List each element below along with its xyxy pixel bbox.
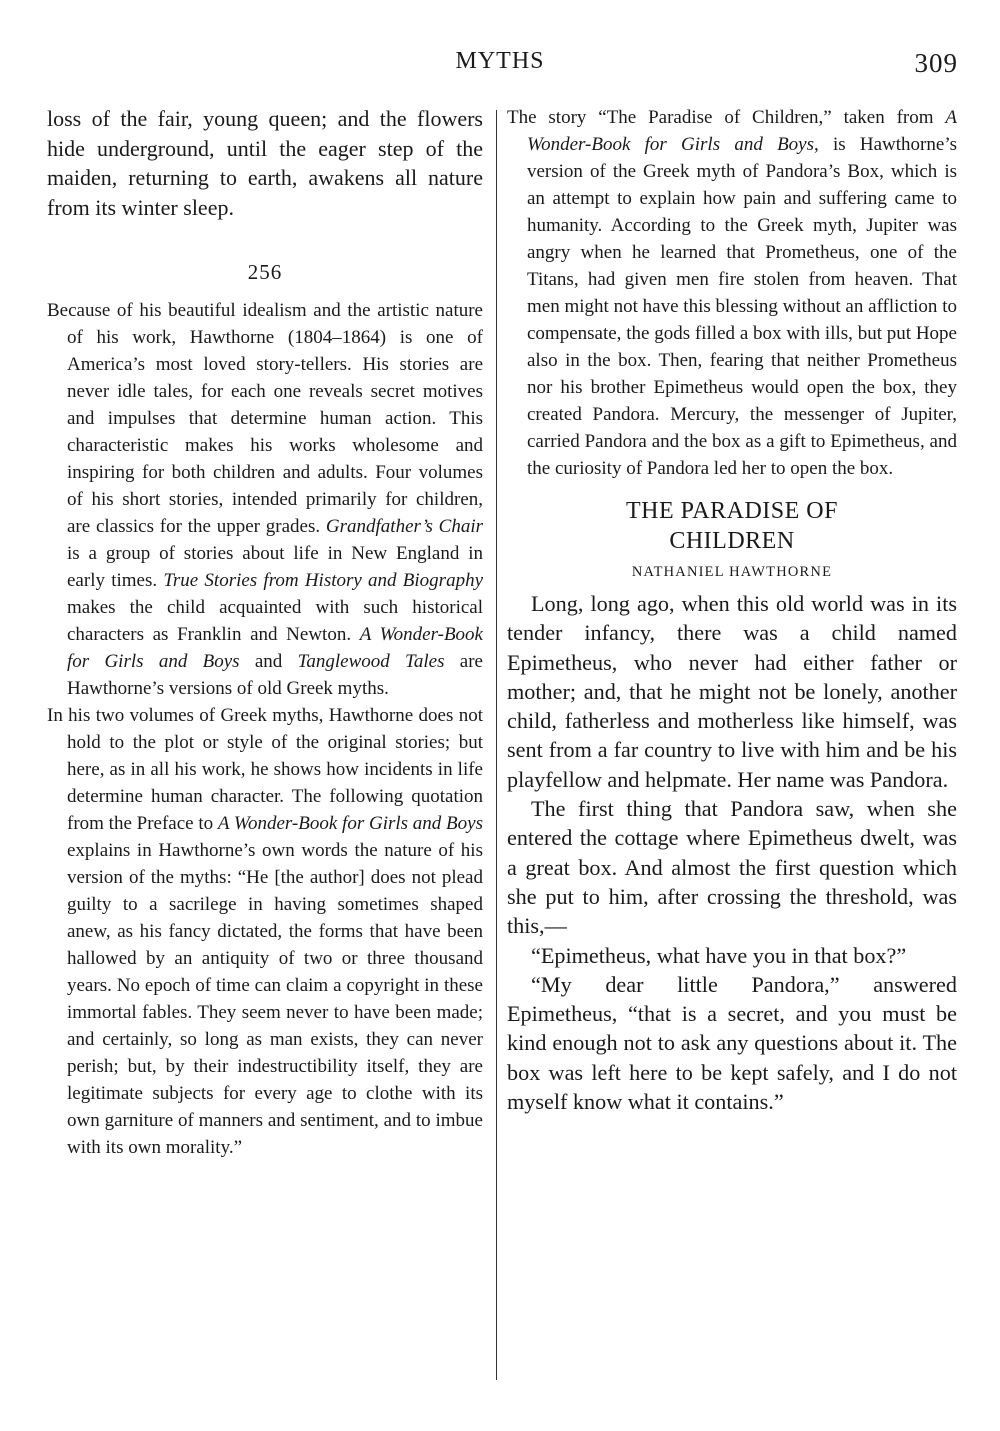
story-intro — [507, 104, 957, 482]
book-title: A Wonder-Book for Girls and Boys — [527, 107, 957, 155]
story-title — [507, 496, 957, 556]
book-title: A Wonder-Book for Girls and Boys — [67, 624, 483, 673]
continuation-paragraph: loss of the fair, young queen; and the flowers hide underground, until the eager step of the maiden, returning to earth, awakens all nature from its winter sleep. — [47, 106, 483, 220]
note-text: explains in Hawthorne’s own words the nature of his version of the myths: “He [the author] does not plead guilty to a sacrilege in having sometimes shaped anew, as his fancy dictated, the forms that have been hallowed by an antiquity of two or three thousand years. No epoch of time can claim a copyright in these immortal fables. They seem never to have been made; and certainly, so long as man exists, they can never perish; but, by their indestructibility itself, they are legitimate subjects for every age to clothe with its own garniture of manners and sentiment, and to imbue with its own morality.” — [67, 840, 483, 1159]
story-author: NATHANIEL HAWTHORNE — [631, 564, 833, 580]
story-title-line: THE PARADISE OF — [626, 498, 838, 524]
book-title: A Wonder-Book for Girls and Boys — [217, 813, 483, 835]
story-title-line: CHILDREN — [669, 528, 795, 554]
story-paragraph: The first thing that Pandora saw, when she entered the cottage where Epimetheus dwelt, was a great box. And almost the first question which she put to him, after crossing the threshold, was this,— — [507, 796, 957, 939]
note-paragraph-1 — [47, 297, 483, 702]
running-title: MYTHS — [455, 48, 545, 74]
book-title: True Stories from History and Biography — [163, 570, 483, 592]
left-column — [47, 104, 483, 1161]
note-text: makes the child acquainted with such historical characters as Franklin and Newton. — [67, 597, 483, 646]
note-text: In his two volumes of Greek myths, Hawthorne does not hold to the plot or style of the original stories; but here, as in all his work, he shows how incidents in life determine human character. The following quotation from the Preface to — [47, 705, 483, 835]
book-title: Tanglewood Tales — [297, 651, 445, 673]
note-paragraph-2 — [47, 702, 483, 1161]
note-text: is a group of stories about life in New England in early times. — [67, 543, 483, 592]
story-paragraph: Long, long ago, when this old world was in its tender infancy, there was a child named Epimetheus, who never had either father or mother; and, that he might not be lonely, another child, fatherless and motherless like himself, was sent from a far country to live with him and be his playfellow and helpmate. Her name was Pandora. — [507, 591, 957, 792]
running-head — [0, 48, 1000, 82]
page-number: 309 — [914, 48, 958, 78]
column-divider — [496, 110, 497, 1380]
note-number: 256 — [247, 260, 283, 285]
intro-text: The story “The Paradise of Children,” taken from — [507, 107, 946, 128]
intro-text: , is Hawthorne’s version of the Greek myth of Pandora’s Box, which is an attempt to explain how pain and suffering came to humanity. According to the Greek myth, Jupiter was angry when he learned that Prometheus, one of the Titans, had given men fire stolen from heaven. That men might not have this blessing without an affliction to compensate, the gods filled a box with ills, but put Hope also in the box. Then, fearing that neither Prometheus nor his brother Epimetheus would open the box, they created Pandora. Mercury, the messenger of Jupiter, carried Pandora and the box as a gift to Epimetheus, and the curiosity of Pandora led her to open the box. — [527, 134, 957, 479]
note-text: are Hawthorne’s versions of old Greek myths. — [67, 651, 483, 700]
right-column — [507, 104, 957, 1116]
note-text: and — [239, 651, 298, 673]
note-text: Because of his beautiful idealism and the artistic nature of his work, Hawthorne (1804–1864) is one of America’s most loved story-tellers. His stories are never idle tales, for each one reveals secret motives and impulses that determine human action. This characteristic makes his works wholesome and inspiring for both children and adults. Four volumes of his short stories, intended primarily for children, are classics for the upper grades. — [47, 300, 483, 538]
story-paragraph: “My dear little Pandora,” answered Epimetheus, “that is a secret, and you must be kind enough not to ask any questions about it. The box was left here to be kept safely, and I do not myself know what it contains.” — [507, 971, 957, 1115]
story-paragraph: “Epimetheus, what have you in that box?” — [531, 942, 907, 968]
book-title: Grandfather’s Chair — [325, 516, 483, 538]
